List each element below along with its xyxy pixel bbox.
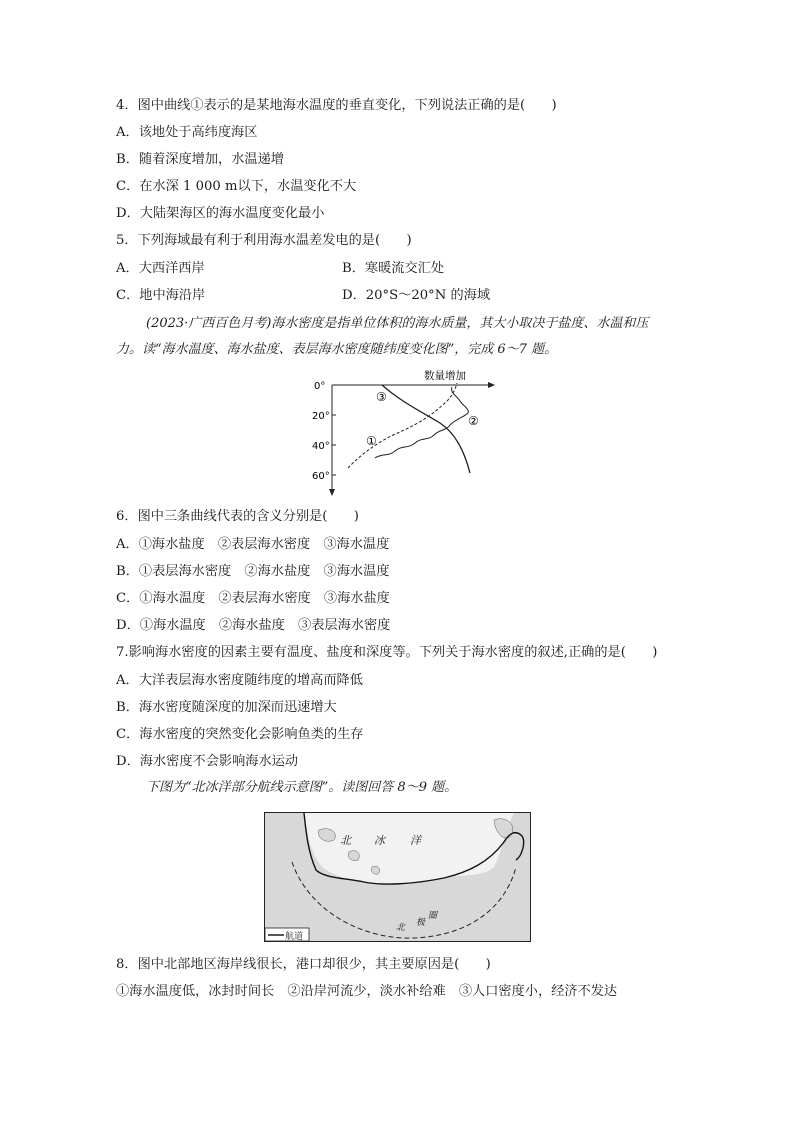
curve-2-label: ② [468,414,479,428]
q6-option-d: D．①海水温度 ②海水盐度 ③表层海水密度 [116,618,391,633]
q7-stem: 7.影响海水密度的因素主要有温度、盐度和深度等。下列关于海水密度的叙述,正确的是( ) [116,645,658,660]
ocean-label-char-2: 冰 [374,834,385,847]
q4-option-b: B．随着深度增加，水温递增 [116,152,284,167]
q6-option-a: A．①海水盐度 ②表层海水密度 ③海水温度 [116,537,390,552]
y-tick-20: 20° [312,411,330,422]
q5-option-c: C．地中海沿岸 [116,288,206,303]
y-axis-arrow [329,489,335,496]
q7-option-d: D．海水密度不会影响海水运动 [116,754,299,769]
q8-stem: 8．图中北部地区海岸线很长，港口却很少，其主要原因是( ) [116,957,491,972]
circle-label-char-2: 极 [416,918,426,928]
arctic-route-map [264,812,532,944]
q5-option-a: A．大西洋西岸 [116,261,205,276]
q8-statements: ①海水温度低，冰封时间长 ②沿岸河流少，淡水补给难 ③人口密度小，经济不发达 [116,984,618,999]
curve-3 [382,385,470,473]
q6-option-b: B．①表层海水密度 ②海水盐度 ③海水温度 [116,564,390,579]
q7-option-c: C．海水密度的突然变化会影响鱼类的生存 [116,727,364,742]
y-tick-60: 60° [312,471,330,482]
q6-stem: 6．图中三条曲线代表的含义分别是( ) [116,509,359,524]
circle-label-char-1: 北 [396,923,406,933]
curve-1-label: ① [366,434,377,448]
curve-1 [348,383,457,468]
curve-2 [375,387,468,458]
q4-stem: 4．图中曲线①表示的是某地海水温度的垂直变化，下列说法正确的是( ) [116,98,557,113]
intro-6-7-line2: 力。读“海水温度、海水盐度、表层海水密度随纬度变化图”，完成 6～7 题。 [116,342,558,357]
q5-option-b: B．寒暖流交汇处 [342,261,445,276]
q4-option-c: C．在水深 1 000 m以下，水温变化不大 [116,179,357,194]
curve-3-label: ③ [376,390,387,404]
circle-label-char-3: 圈 [428,911,438,921]
y-tick-40: 40° [312,441,330,452]
q5-option-d: D．20°S～20°N 的海域 [342,288,491,303]
ocean-label-char-1: 北 [340,834,351,847]
q4-option-d: D．大陆架海区的海水温度变化最小 [116,206,325,221]
q4-option-a: A．该地处于高纬度海区 [116,125,258,140]
y-tick-0: 0° [314,381,326,392]
q5-stem: 5．下列海域最有利于利用海水温差发电的是( ) [116,233,412,248]
latitude-variation-figure [300,365,500,497]
q7-option-a: A．大洋表层海水密度随纬度的增高而降低 [116,673,363,688]
x-axis-arrow [488,382,495,388]
intro-6-7-line1: (2023·广西百色月考)海水密度是指单位体积的海水质量，其大小取决于盐度、水温和压 [146,316,649,331]
ocean-label-char-3: 洋 [410,834,421,847]
q7-option-b: B．海水密度随深度的加深而迅速增大 [116,700,337,715]
q6-option-c: C．①海水温度 ②表层海水密度 ③海水盐度 [116,591,390,606]
intro-8-9: 下图为“北冰洋部分航线示意图”。读图回答 8～9 题。 [146,780,458,795]
x-axis-label: 数量增加 [424,370,466,382]
legend-label: 航道 [285,932,304,942]
